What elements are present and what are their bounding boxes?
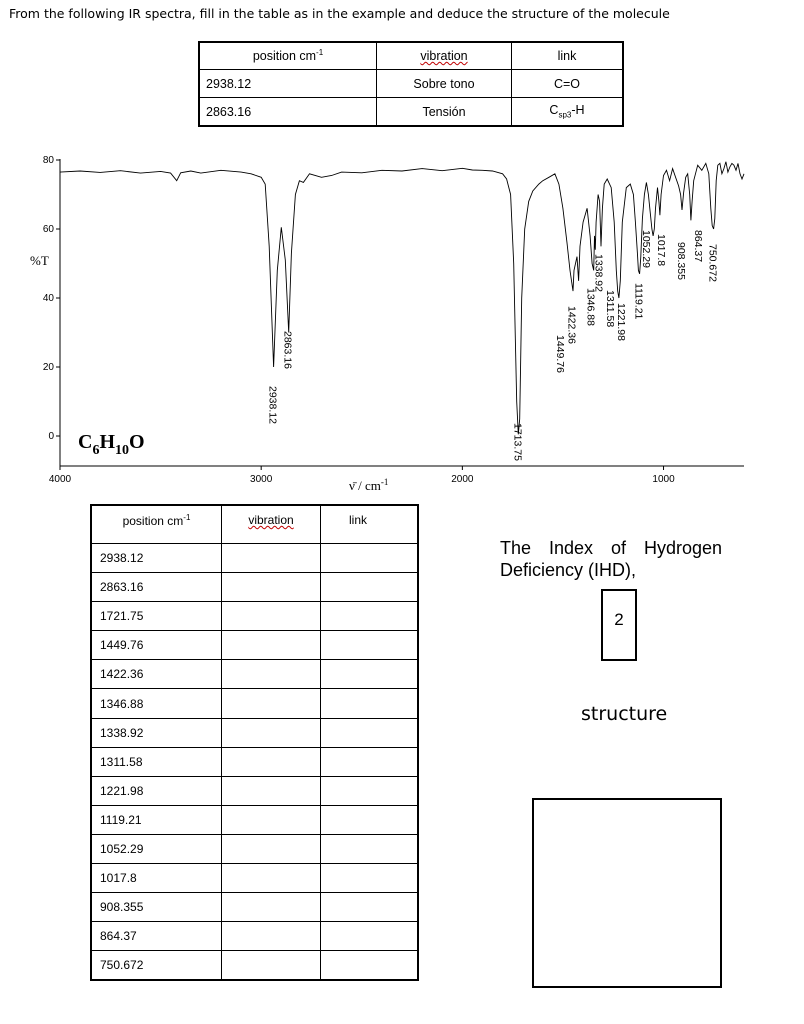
- y-tick-label: 60: [42, 224, 54, 235]
- instructions: From the following IR spectra, fill in the table as in the example and deduce the structure of the molecule: [9, 6, 670, 21]
- example-link: C=O: [512, 70, 624, 98]
- y-axis-label: %T: [30, 253, 49, 268]
- answer-vibration-cell[interactable]: [222, 660, 321, 689]
- answer-position: 1017.8: [91, 864, 222, 893]
- answer-link-cell[interactable]: [321, 922, 419, 951]
- answer-row: [91, 544, 418, 573]
- x-tick-label: 1000: [652, 474, 675, 485]
- answer-link-cell[interactable]: [321, 776, 419, 805]
- answer-table: [90, 504, 419, 981]
- answer-position: 1119.21: [91, 805, 222, 834]
- molecular-formula: $C_6H_{10}O$: [78, 431, 145, 458]
- y-tick-label: 20: [42, 362, 54, 373]
- example-header-link: link: [512, 42, 624, 70]
- example-table: [198, 41, 624, 127]
- answer-vibration-cell[interactable]: [222, 747, 321, 776]
- answer-position: 2863.16: [91, 573, 222, 602]
- answer-header-link: link: [321, 505, 419, 544]
- answer-position: 1346.88: [91, 689, 222, 718]
- answer-vibration-cell[interactable]: [222, 922, 321, 951]
- peak-label: 1052.29: [640, 230, 652, 268]
- example-header-position: position $cm^{-1}$: [199, 42, 377, 70]
- ihd-value-box[interactable]: 2: [601, 589, 637, 661]
- answer-row: [91, 951, 418, 981]
- answer-vibration-cell[interactable]: [222, 951, 321, 981]
- answer-vibration-cell[interactable]: [222, 631, 321, 660]
- answer-vibration-cell[interactable]: [222, 834, 321, 863]
- x-tick-label: 3000: [250, 474, 273, 485]
- answer-position: 1221.98: [91, 776, 222, 805]
- answer-row: [91, 718, 418, 747]
- y-tick-label: 80: [42, 155, 54, 166]
- peak-label: 2938.12: [266, 386, 279, 424]
- answer-header-row: [91, 505, 418, 544]
- answer-row: [91, 689, 418, 718]
- example-row: [199, 70, 623, 98]
- answer-link-cell[interactable]: [321, 631, 419, 660]
- peak-label: 1221.98: [614, 303, 627, 341]
- answer-row: [91, 776, 418, 805]
- answer-position: 1449.76: [91, 631, 222, 660]
- example-header-vibration: vibration: [377, 42, 512, 70]
- peak-label: 908.355: [675, 242, 687, 280]
- answer-position: 2938.12: [91, 544, 222, 573]
- structure-answer-box[interactable]: [532, 798, 722, 988]
- peak-label: 1311.58: [603, 290, 616, 328]
- answer-row: [91, 893, 418, 922]
- ir-spectrum-chart: [0, 148, 804, 490]
- answer-link-cell[interactable]: [321, 834, 419, 863]
- x-tick-label: 2000: [451, 474, 474, 485]
- answer-vibration-cell[interactable]: [222, 864, 321, 893]
- answer-position: 908.355: [91, 893, 222, 922]
- answer-position: 864.37: [91, 922, 222, 951]
- answer-position: 1052.29: [91, 834, 222, 863]
- peak-label: 750.672: [706, 244, 719, 282]
- answer-link-cell[interactable]: [321, 951, 419, 981]
- answer-position: 1311.58: [91, 747, 222, 776]
- answer-link-cell[interactable]: [321, 747, 419, 776]
- answer-vibration-cell[interactable]: [222, 602, 321, 631]
- answer-position: 1721.75: [91, 602, 222, 631]
- answer-row: [91, 864, 418, 893]
- answer-link-cell[interactable]: [321, 718, 419, 747]
- answer-link-cell[interactable]: [321, 805, 419, 834]
- answer-link-cell[interactable]: [321, 893, 419, 922]
- answer-header-position: position $cm^{-1}$: [91, 505, 222, 544]
- answer-position: 750.672: [91, 951, 222, 981]
- example-link: $C_{sp3}-H$: [512, 98, 624, 127]
- answer-link-cell[interactable]: [321, 544, 419, 573]
- peak-label: 1713.75: [511, 423, 524, 461]
- peak-label: 1346.88: [584, 288, 597, 326]
- example-position: 2863.16: [199, 98, 377, 127]
- x-tick-label: 4000: [48, 474, 72, 485]
- answer-vibration-cell[interactable]: [222, 689, 321, 718]
- answer-link-cell[interactable]: [321, 573, 419, 602]
- x-axis-label: ν̄ / $cm^{-1}$: [349, 477, 389, 490]
- y-tick-label: 0: [48, 431, 54, 442]
- peak-label: 1338.92: [592, 254, 605, 292]
- answer-header-vibration: vibration: [222, 505, 321, 544]
- answer-link-cell[interactable]: [321, 864, 419, 893]
- ihd-label: The Index of Hydrogen Deficiency (IHD),: [500, 538, 722, 580]
- peak-label: 1422.36: [565, 306, 578, 344]
- answer-row: [91, 747, 418, 776]
- answer-row: [91, 805, 418, 834]
- answer-row: [91, 573, 418, 602]
- answer-row: [91, 834, 418, 863]
- answer-vibration-cell[interactable]: [222, 805, 321, 834]
- answer-link-cell[interactable]: [321, 602, 419, 631]
- structure-label: structure: [581, 703, 668, 725]
- peak-label: 864.37: [691, 230, 704, 263]
- peak-label: 1017.8: [654, 234, 667, 267]
- example-position: 2938.12: [199, 70, 377, 98]
- answer-vibration-cell[interactable]: [222, 544, 321, 573]
- peak-label: 1449.76: [554, 335, 566, 373]
- answer-vibration-cell[interactable]: [222, 573, 321, 602]
- answer-row: [91, 660, 418, 689]
- answer-link-cell[interactable]: [321, 689, 419, 718]
- y-tick-label: 40: [42, 293, 54, 304]
- answer-vibration-cell[interactable]: [222, 776, 321, 805]
- peak-annotations: [267, 230, 719, 461]
- answer-link-cell[interactable]: [321, 660, 419, 689]
- answer-row: [91, 602, 418, 631]
- example-vibration: Sobre tono: [377, 70, 512, 98]
- answer-position: 1422.36: [91, 660, 222, 689]
- example-header-row: [199, 42, 623, 70]
- peak-label: 2863.16: [281, 331, 294, 369]
- example-row: [199, 98, 623, 127]
- example-vibration: Tensión: [377, 98, 512, 127]
- answer-position: 1338.92: [91, 718, 222, 747]
- answer-vibration-cell[interactable]: [222, 893, 321, 922]
- peak-label: 1119.21: [632, 283, 645, 320]
- answer-row: [91, 631, 418, 660]
- answer-table-body: [91, 544, 418, 981]
- answer-row: [91, 922, 418, 951]
- answer-vibration-cell[interactable]: [222, 718, 321, 747]
